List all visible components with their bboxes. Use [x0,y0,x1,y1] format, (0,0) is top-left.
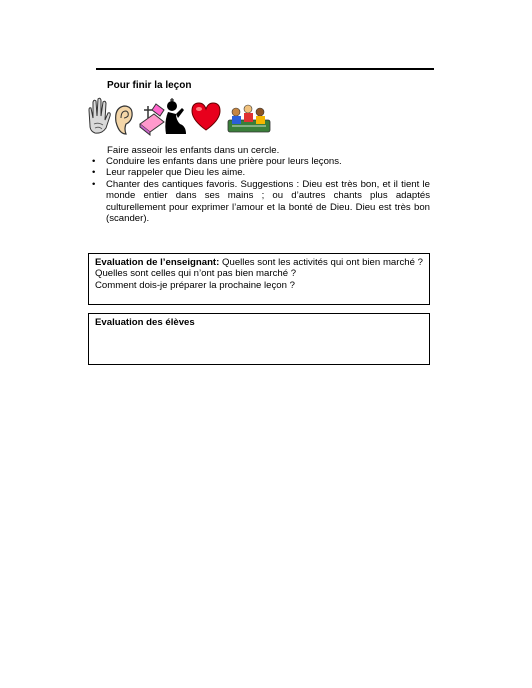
list-item: • Leur rappeler que Dieu les aime. [90,167,430,178]
praying-person-icon [165,98,186,134]
list-item: • Chanter des cantiques favoris. Suggestions : Dieu est très bon, et il tient le monde entier dans ses mains ; ou d’autres chants plus adaptés culturellement pour exprimer l’amour et la bonté de Dieu. Dieu est très bon (scander). [90,179,430,225]
list-item: • Conduire les enfants dans une prière pour leurs leçons. [90,156,430,167]
cross-book-icon [140,104,164,135]
bullet-list [90,156,430,224]
ear-icon [116,106,132,134]
children-group-icon [228,105,270,132]
teacher-evaluation-label: Evaluation de l’enseignant: [95,257,220,268]
top-rule [96,68,434,70]
hand-icon [89,98,110,133]
section-title: Pour finir la leçon [107,80,192,91]
teacher-evaluation-question: Comment dois-je préparer la prochaine leçon ? [95,279,295,291]
heart-icon [192,103,220,130]
student-evaluation-box [88,313,430,365]
activity-icons [86,96,276,136]
teacher-evaluation-box [88,253,430,305]
student-evaluation-label: Evaluation des élèves [95,317,195,328]
teacher-evaluation-text: Quelles sont les activités qui ont bien marché ? Quelles sont celles qui n’ont pas bien marché ? [95,257,423,280]
intro-text: Faire asseoir les enfants dans un cercle. [107,145,280,156]
